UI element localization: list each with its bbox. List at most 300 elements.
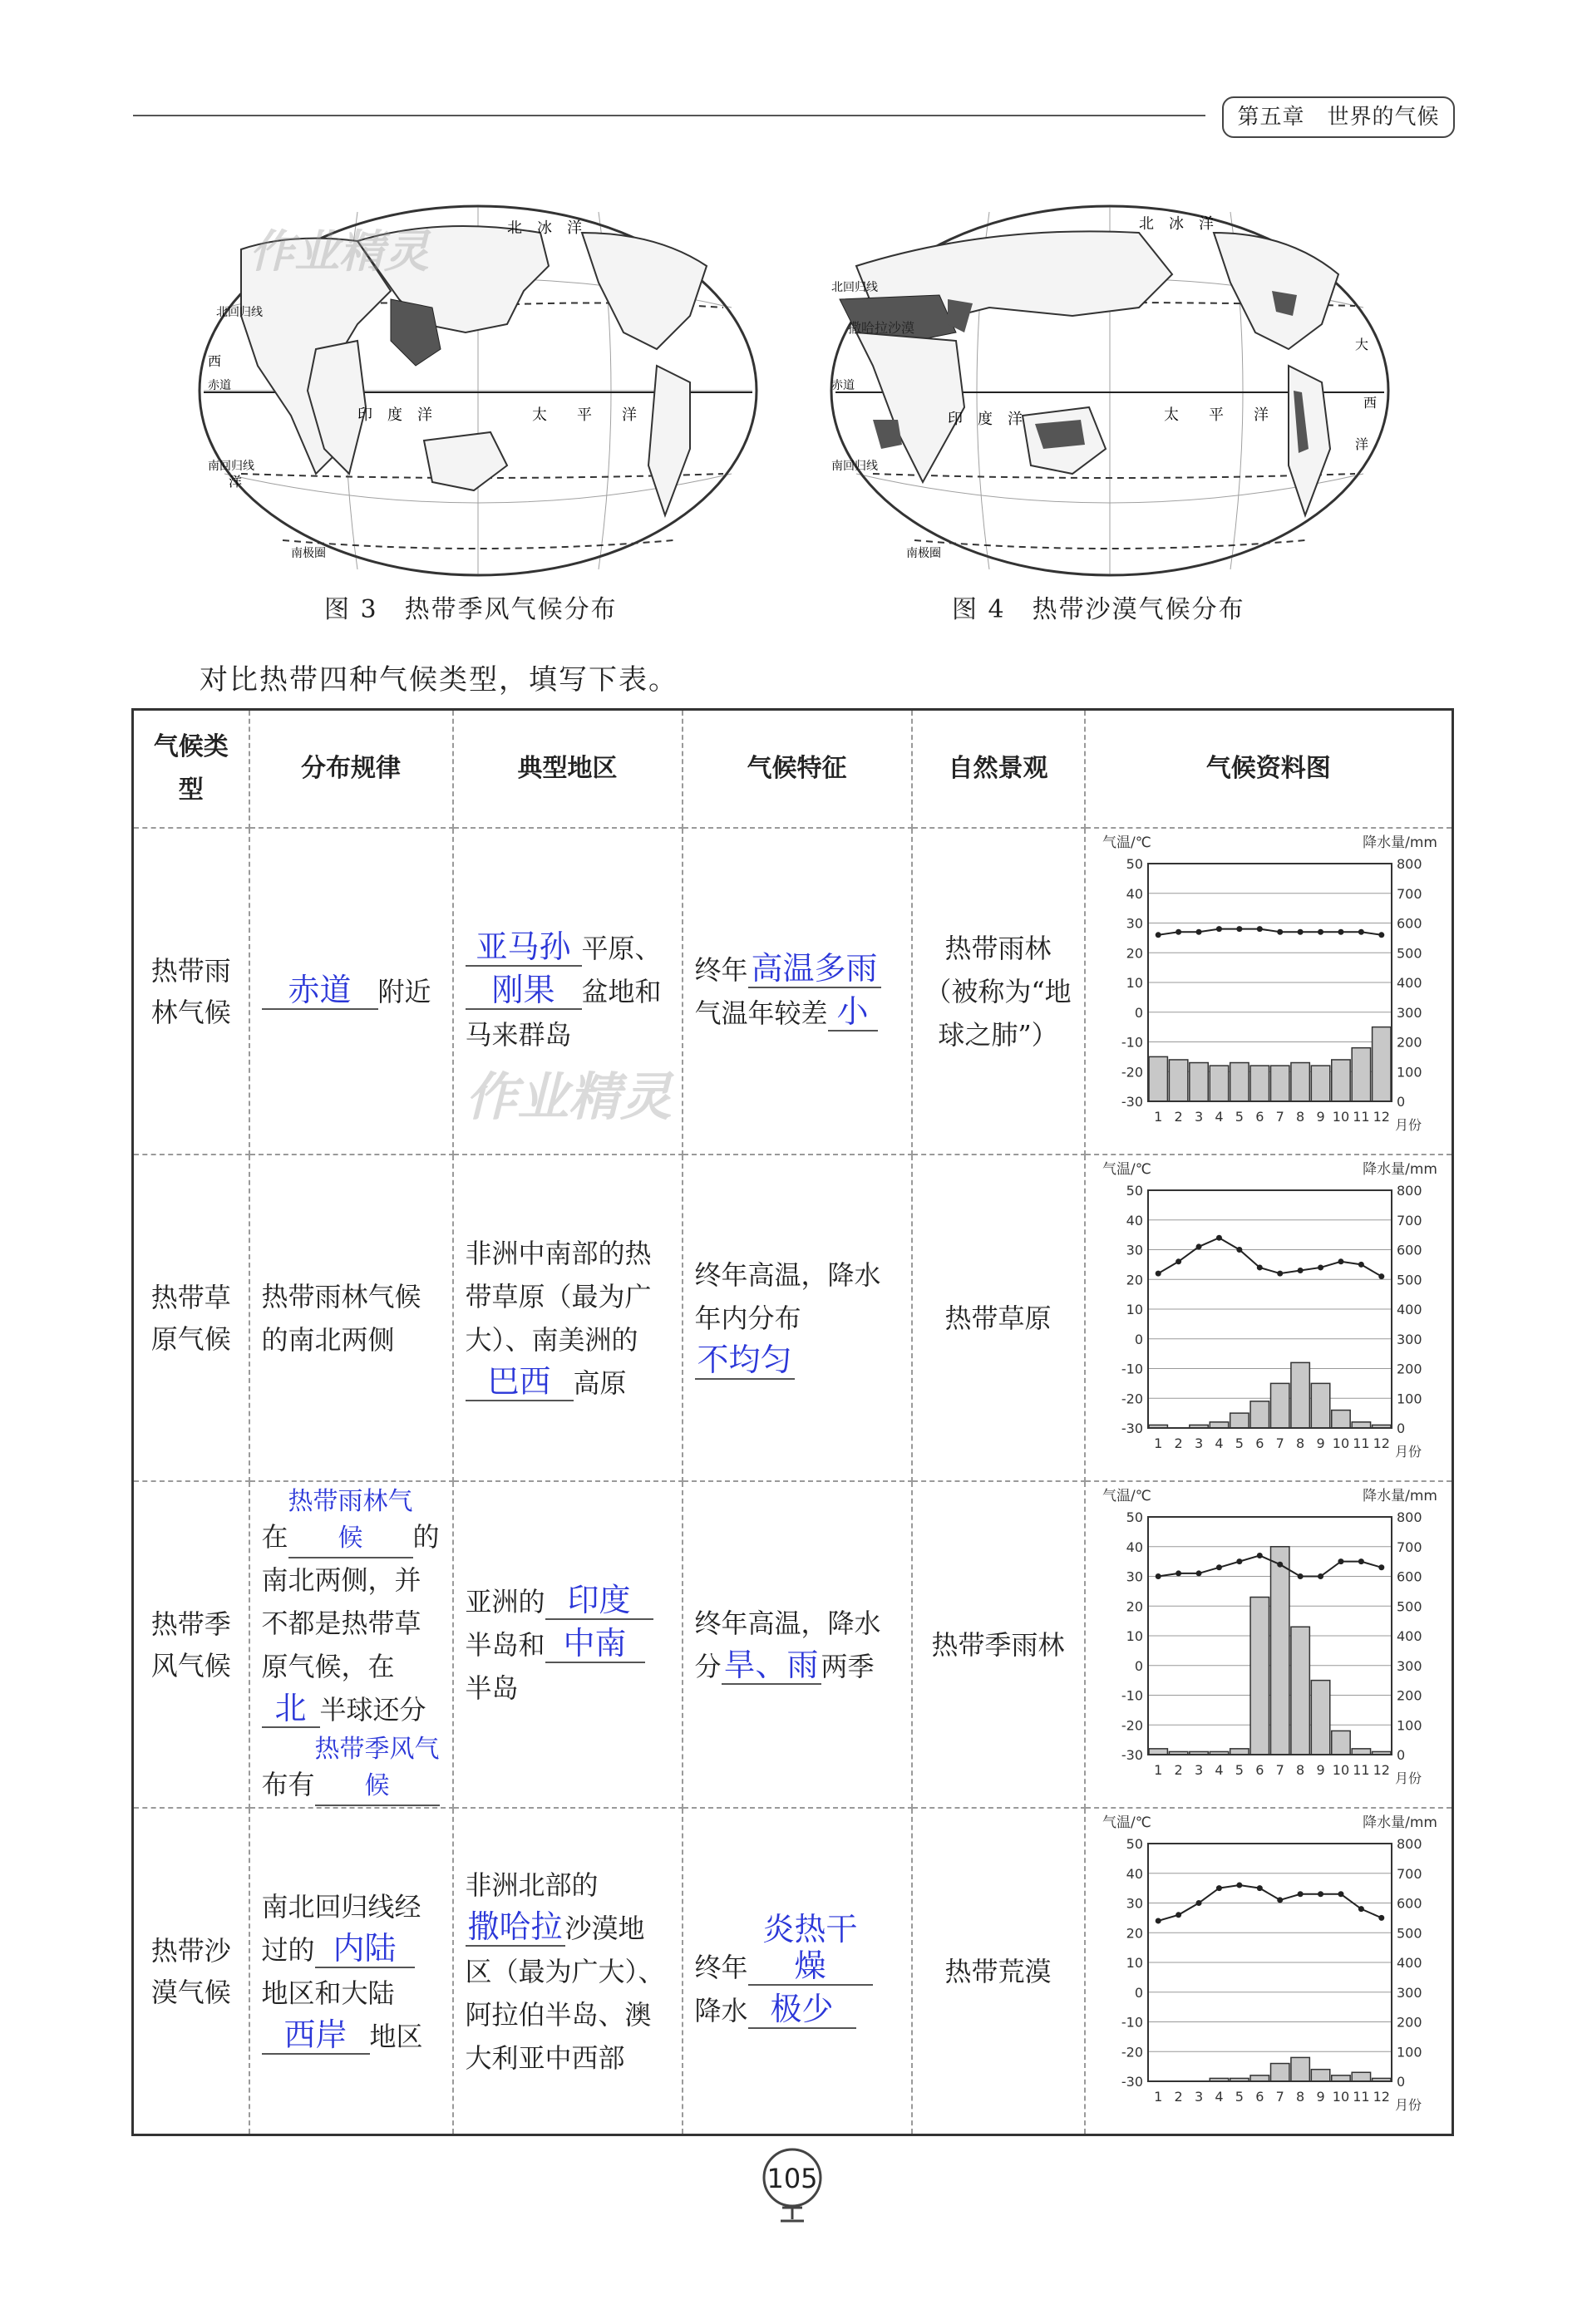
distribution-cell (249, 828, 453, 1155)
precip-axis-title: 降水量/mm (1362, 1488, 1437, 1504)
month-tick-label: 7 (1275, 1109, 1284, 1125)
precip-bar (1270, 1383, 1289, 1428)
temp-point (1318, 1264, 1323, 1270)
month-tick-label: 5 (1235, 1109, 1244, 1125)
precip-tick-label: 600 (1396, 1568, 1422, 1585)
precip-tick-label: 700 (1396, 885, 1422, 902)
month-tick-label: 1 (1153, 1109, 1162, 1125)
cell-text: 终年 (694, 953, 748, 986)
month-tick-label: 11 (1352, 1435, 1370, 1451)
features-cell (683, 1481, 912, 1808)
temp-point (1378, 1273, 1384, 1279)
month-tick-label: 5 (1235, 2089, 1244, 2105)
temp-tick-label: -10 (1121, 1687, 1143, 1704)
month-tick-label: 11 (1352, 2089, 1370, 2105)
watermark: 作业精灵 (466, 1066, 673, 1127)
precip-tick-label: 300 (1396, 1984, 1422, 2001)
temp-point (1297, 1891, 1303, 1897)
precip-bar (1352, 1422, 1370, 1428)
table-row (133, 828, 1453, 1155)
precip-bar (1331, 1731, 1349, 1755)
svg-text:南极圈: 南极圈 (906, 547, 941, 560)
precip-bar (1352, 1749, 1370, 1755)
svg-text:太 平 洋: 太 平 洋 (532, 406, 637, 424)
month-tick-label: 6 (1254, 1109, 1264, 1125)
temp-point (1358, 1558, 1363, 1564)
precip-tick-label: 400 (1396, 975, 1422, 991)
precip-tick-label: 400 (1396, 1628, 1422, 1644)
col-header-features: 气候特征 (683, 710, 912, 829)
month-tick-label: 4 (1214, 2089, 1224, 2105)
temp-tick-label: -20 (1121, 1391, 1143, 1407)
col-header-landscape: 自然景观 (912, 710, 1085, 829)
month-tick-label: 7 (1275, 1762, 1284, 1778)
region-cell (453, 1155, 683, 1481)
precip-axis-title: 降水量/mm (1362, 1814, 1437, 1831)
month-tick-label: 12 (1373, 1435, 1390, 1451)
x-axis-title: 月份 (1394, 1770, 1422, 1786)
precip-bar (1210, 1066, 1228, 1101)
precip-tick-label: 800 (1396, 1183, 1422, 1199)
precip-bar (1372, 1027, 1390, 1101)
precip-tick-label: 500 (1396, 1598, 1422, 1615)
answer-blank[interactable]: 内陆 (315, 1930, 415, 1968)
month-tick-label: 10 (1332, 1435, 1349, 1451)
temp-point (1195, 1570, 1201, 1576)
table-row (133, 1481, 1453, 1808)
svg-text:赤道: 赤道 (831, 379, 855, 392)
chart-cell (1085, 1808, 1453, 2135)
precip-tick-label: 300 (1396, 1657, 1422, 1674)
answer-blank[interactable]: 刚果 (466, 972, 582, 1010)
temp-tick-label: 40 (1126, 1865, 1143, 1882)
temp-point (1195, 929, 1201, 935)
precip-bar (1290, 1362, 1309, 1428)
landscape-cell: 热带草原 (912, 1155, 1085, 1481)
precip-bar (1250, 1598, 1269, 1755)
climate-comparison-table (131, 708, 1454, 2136)
precip-tick-label: 500 (1396, 1925, 1422, 1942)
cell-text: 半岛和 (465, 1628, 545, 1661)
precip-bar (1250, 1066, 1269, 1101)
precip-bar (1270, 2064, 1289, 2081)
answer-blank[interactable]: 巴西 (466, 1363, 574, 1401)
cell-text: 高原 (573, 1366, 627, 1399)
month-tick-label: 6 (1254, 2089, 1264, 2105)
temp-point (1297, 1573, 1303, 1579)
precip-bar (1311, 1383, 1329, 1428)
temp-tick-label: 50 (1126, 1836, 1143, 1852)
precip-bar (1311, 1066, 1329, 1101)
precip-bar (1250, 1401, 1269, 1428)
svg-text:西: 西 (208, 353, 222, 369)
month-tick-label: 7 (1275, 2089, 1284, 2105)
svg-text:撒哈拉沙漠: 撒哈拉沙漠 (848, 320, 915, 336)
temp-axis-title: 气温/℃ (1102, 1488, 1151, 1504)
cell-text: 沙漠地区（最为广大）、阿拉伯半岛、澳大利亚中西部 (465, 1912, 665, 2074)
answer-blank[interactable]: 亚马孙 (466, 928, 582, 967)
temp-tick-label: 10 (1126, 975, 1143, 991)
climate-chart-desert (1086, 1809, 1454, 2121)
temp-point (1195, 1243, 1201, 1249)
svg-text:西: 西 (1363, 395, 1378, 411)
svg-text:北 冰 洋: 北 冰 洋 (1139, 215, 1214, 233)
temp-point (1215, 1885, 1221, 1891)
temp-line (1158, 929, 1382, 935)
month-tick-label: 4 (1214, 1762, 1224, 1778)
month-tick-label: 1 (1153, 1762, 1162, 1778)
distribution-cell (249, 1481, 453, 1808)
precip-tick-label: 800 (1396, 1509, 1422, 1525)
features-cell (683, 1808, 912, 2135)
svg-text:印 度 洋: 印 度 洋 (948, 411, 1023, 428)
temp-point (1176, 929, 1181, 935)
temp-axis-title: 气温/℃ (1102, 1161, 1151, 1178)
answer-blank[interactable]: 撒哈拉 (466, 1908, 565, 1947)
precip-bar (1230, 1413, 1248, 1428)
answer-blank[interactable]: 旱、雨 (722, 1647, 821, 1685)
precip-tick-label: 200 (1396, 1361, 1422, 1377)
region-cell (453, 1808, 683, 2135)
chapter-tag: 第五章 世界的气候 (1222, 96, 1455, 138)
answer-blank[interactable]: 北 (262, 1690, 320, 1728)
page-number-badge (752, 2144, 832, 2224)
x-axis-title: 月份 (1394, 2097, 1422, 2113)
precip-tick-label: 0 (1396, 1094, 1405, 1110)
month-tick-label: 4 (1214, 1109, 1224, 1125)
temp-tick-label: 20 (1126, 1272, 1143, 1288)
precip-tick-label: 800 (1396, 1836, 1422, 1852)
temp-tick-label: -30 (1121, 2074, 1143, 2090)
climate-chart-savanna (1086, 1155, 1454, 1468)
temp-point (1378, 1915, 1384, 1921)
answer-blank[interactable]: 热带雨林气候 (288, 1484, 413, 1558)
temp-tick-label: 50 (1126, 1183, 1143, 1199)
cell-text: 终年高温，降水年内分布 (694, 1258, 881, 1334)
temp-tick-label: 40 (1126, 1539, 1143, 1555)
temp-point (1277, 1271, 1283, 1277)
temp-tick-label: 50 (1126, 856, 1143, 872)
precip-bar (1230, 1749, 1248, 1755)
climate-type: 热带草原气候 (133, 1155, 249, 1481)
temp-tick-label: 40 (1126, 885, 1143, 902)
precip-bar (1331, 1060, 1349, 1101)
month-tick-label: 3 (1194, 2089, 1203, 2105)
month-tick-label: 11 (1352, 1762, 1370, 1778)
temp-point (1176, 1912, 1181, 1918)
month-tick-label: 10 (1332, 1109, 1349, 1125)
svg-text:北回归线: 北回归线 (831, 281, 878, 294)
temp-tick-label: -30 (1121, 1747, 1143, 1763)
temp-point (1236, 1558, 1242, 1564)
distribution-cell: 热带雨林气候的南北两侧 (249, 1155, 453, 1481)
temp-point (1378, 932, 1384, 938)
temp-tick-label: -20 (1121, 1717, 1143, 1734)
precip-tick-label: 400 (1396, 1302, 1422, 1317)
features-cell (683, 1155, 912, 1481)
month-tick-label: 8 (1295, 2089, 1304, 2105)
precip-tick-label: 200 (1396, 1034, 1422, 1051)
temp-tick-label: -20 (1121, 2044, 1143, 2061)
temp-point (1256, 1264, 1262, 1270)
features-cell (683, 828, 912, 1155)
temp-point (1215, 1564, 1221, 1570)
temp-point (1176, 1258, 1181, 1264)
answer-blank[interactable]: 极少 (748, 1991, 856, 2029)
temp-point (1236, 1247, 1242, 1253)
temp-tick-label: 30 (1126, 915, 1143, 932)
col-header-distribution: 分布规律 (249, 710, 453, 829)
cell-text: 半球还分布有 (261, 1693, 426, 1800)
month-tick-label: 2 (1174, 2089, 1183, 2105)
map-caption-left: 图 3 热带季风气候分布 (324, 595, 618, 624)
precip-bar (1149, 1056, 1167, 1101)
precip-bar (1352, 2072, 1370, 2081)
precip-bar (1270, 1547, 1289, 1755)
month-tick-label: 12 (1373, 1762, 1390, 1778)
month-tick-label: 7 (1275, 1435, 1284, 1451)
answer-blank[interactable]: 高温多雨 (748, 950, 881, 988)
answer-blank[interactable]: 西岸 (262, 2016, 370, 2055)
temp-point (1318, 929, 1323, 935)
precip-bar (1311, 1681, 1329, 1755)
precip-bar (1250, 2075, 1269, 2081)
climate-chart-rainforest (1086, 829, 1454, 1141)
svg-text:洋: 洋 (229, 474, 243, 490)
svg-text:印 度 洋: 印 度 洋 (357, 406, 432, 424)
temp-point (1256, 1885, 1262, 1891)
temp-tick-label: -10 (1121, 2014, 1143, 2031)
month-tick-label: 9 (1315, 1762, 1325, 1778)
landscape-cell: 热带雨林（被称为“地球之肺”） (912, 828, 1085, 1155)
precip-tick-label: 0 (1396, 1420, 1405, 1436)
temp-point (1277, 1562, 1283, 1568)
precip-tick-label: 200 (1396, 1687, 1422, 1704)
month-tick-label: 10 (1332, 1762, 1349, 1778)
month-tick-label: 4 (1214, 1435, 1224, 1451)
precip-bar (1270, 1066, 1289, 1101)
temp-point (1215, 926, 1221, 932)
answer-blank[interactable]: 中南 (545, 1625, 645, 1663)
temp-tick-label: 0 (1134, 1331, 1143, 1347)
temp-point (1215, 1235, 1221, 1241)
month-tick-label: 12 (1373, 2089, 1390, 2105)
temp-tick-label: 50 (1126, 1509, 1143, 1525)
tropical-desert-map (823, 199, 1397, 582)
temp-tick-label: 20 (1126, 1598, 1143, 1615)
temp-tick-label: -20 (1121, 1064, 1143, 1081)
temp-point (1256, 926, 1262, 932)
temp-tick-label: 20 (1126, 1925, 1143, 1942)
month-tick-label: 2 (1174, 1109, 1183, 1125)
temp-tick-label: -10 (1121, 1034, 1143, 1051)
instruction-text: 对比热带四种气候类型，填写下表。 (200, 663, 678, 697)
precip-bar (1189, 1063, 1207, 1101)
chart-cell (1085, 1481, 1453, 1808)
month-tick-label: 9 (1315, 1435, 1325, 1451)
climate-type: 热带沙漠气候 (133, 1808, 249, 2135)
month-tick-label: 5 (1235, 1435, 1244, 1451)
svg-text:北 冰 洋: 北 冰 洋 (507, 219, 582, 237)
month-tick-label: 3 (1194, 1109, 1203, 1125)
precip-axis-title: 降水量/mm (1362, 835, 1437, 851)
precip-tick-label: 200 (1396, 2014, 1422, 2031)
temp-point (1338, 929, 1343, 935)
distribution-cell (249, 1808, 453, 2135)
precip-tick-label: 100 (1396, 1064, 1422, 1081)
temp-point (1155, 932, 1161, 938)
month-tick-label: 8 (1295, 1435, 1304, 1451)
x-axis-title: 月份 (1394, 1117, 1422, 1133)
answer-blank[interactable]: 印度 (545, 1582, 653, 1620)
climate-type: 热带季风气候 (133, 1481, 249, 1808)
precip-tick-label: 600 (1396, 1242, 1422, 1258)
answer-blank[interactable]: 小 (828, 993, 878, 1032)
temp-tick-label: 0 (1134, 1004, 1143, 1021)
svg-text:南回归线: 南回归线 (831, 460, 878, 473)
landscape-cell: 热带荒漠 (912, 1808, 1085, 2135)
precip-tick-label: 0 (1396, 1747, 1405, 1763)
month-tick-label: 5 (1235, 1762, 1244, 1778)
temp-point (1338, 1891, 1343, 1897)
precip-tick-label: 500 (1396, 1272, 1422, 1288)
temp-point (1256, 1553, 1262, 1558)
temp-tick-label: -10 (1121, 1361, 1143, 1377)
landscape-cell: 热带季雨林 (912, 1481, 1085, 1808)
temp-point (1195, 1900, 1201, 1906)
temp-point (1297, 929, 1303, 935)
precip-bar (1149, 1749, 1167, 1755)
temp-point (1236, 1883, 1242, 1888)
cell-text: 气温年较差 (694, 997, 828, 1029)
cell-text: 非洲北部的 (465, 1869, 599, 1901)
precip-bar (1311, 2070, 1329, 2081)
temp-line (1158, 1238, 1382, 1276)
watermark: 作业精灵 (249, 225, 429, 278)
month-tick-label: 12 (1373, 1109, 1390, 1125)
header-rule (133, 115, 1205, 116)
temp-point (1358, 1262, 1363, 1268)
svg-text:南回归线: 南回归线 (208, 460, 254, 473)
chart-cell (1085, 828, 1453, 1155)
climate-chart-monsoon (1086, 1482, 1454, 1795)
temp-point (1338, 1258, 1343, 1264)
precip-bar (1331, 2075, 1349, 2081)
temp-tick-label: 30 (1126, 1568, 1143, 1585)
answer-blank[interactable]: 炎热干燥 (748, 1911, 873, 1986)
cell-text: 附近 (377, 975, 431, 1007)
month-tick-label: 8 (1295, 1109, 1304, 1125)
temp-point (1318, 1891, 1323, 1897)
temp-tick-label: 10 (1126, 1955, 1143, 1971)
month-tick-label: 9 (1315, 1109, 1325, 1125)
x-axis-title: 月份 (1394, 1444, 1422, 1460)
cell-text: 终年高温，降水分 (694, 1607, 881, 1682)
climate-type: 热带雨林气候 (133, 828, 249, 1155)
precip-bar (1169, 1060, 1187, 1101)
chart-cell (1085, 1155, 1453, 1481)
precip-bar (1290, 1627, 1309, 1755)
precip-tick-label: 600 (1396, 1895, 1422, 1912)
precip-bar (1352, 1048, 1370, 1101)
precip-tick-label: 700 (1396, 1212, 1422, 1228)
precip-tick-label: 500 (1396, 945, 1422, 962)
precip-tick-label: 300 (1396, 1004, 1422, 1021)
answer-blank[interactable]: 热带季风气候 (315, 1731, 440, 1806)
svg-text:赤道: 赤道 (208, 379, 231, 392)
precip-bar (1230, 1063, 1248, 1101)
temp-line (1158, 1555, 1382, 1576)
temp-tick-label: 10 (1126, 1628, 1143, 1644)
month-tick-label: 1 (1153, 1435, 1162, 1451)
precip-bar (1210, 1422, 1228, 1428)
cell-text: 非洲中南部的热带草原（最为广大）、南美洲的 (465, 1237, 652, 1356)
map-caption-right: 图 4 热带沙漠气候分布 (952, 595, 1245, 624)
svg-text:洋: 洋 (1355, 436, 1369, 452)
temp-point (1358, 929, 1363, 935)
precip-bar (1331, 1411, 1349, 1428)
cell-text: 平原、 (581, 932, 662, 964)
temp-point (1338, 1558, 1343, 1564)
temp-tick-label: 30 (1126, 1242, 1143, 1258)
month-tick-label: 10 (1332, 2089, 1349, 2105)
month-tick-label: 6 (1254, 1762, 1264, 1778)
temp-point (1155, 1918, 1161, 1923)
temp-point (1318, 1573, 1323, 1579)
col-header-type: 气候类型 (133, 710, 249, 829)
precip-tick-label: 300 (1396, 1331, 1422, 1347)
cell-text: 盆地和马来群岛 (465, 975, 662, 1051)
table-row (133, 1808, 1453, 2135)
answer-blank[interactable]: 不均匀 (695, 1342, 795, 1380)
temp-tick-label: 30 (1126, 1895, 1143, 1912)
temp-point (1236, 926, 1242, 932)
region-cell (453, 1481, 683, 1808)
temp-tick-label: 10 (1126, 1302, 1143, 1317)
temp-point (1297, 1268, 1303, 1273)
precip-tick-label: 700 (1396, 1539, 1422, 1555)
temp-tick-label: 0 (1134, 1984, 1143, 2001)
cell-text: 亚洲的 (465, 1585, 545, 1617)
cell-text: 南北回归线经过的 (261, 1890, 421, 1966)
month-tick-label: 3 (1194, 1435, 1203, 1451)
precip-axis-title: 降水量/mm (1362, 1161, 1437, 1178)
precip-tick-label: 400 (1396, 1955, 1422, 1971)
month-tick-label: 11 (1352, 1109, 1370, 1125)
month-tick-label: 8 (1295, 1762, 1304, 1778)
svg-text:南极圈: 南极圈 (291, 547, 326, 560)
month-tick-label: 9 (1315, 2089, 1325, 2105)
table-row (133, 1155, 1453, 1481)
table-header-row (133, 710, 1453, 829)
cell-text: 终年 (694, 1951, 748, 1983)
precip-tick-label: 700 (1396, 1865, 1422, 1882)
answer-blank[interactable]: 赤道 (262, 972, 378, 1010)
temp-point (1176, 1570, 1181, 1576)
cell-text: 半岛 (465, 1672, 519, 1704)
month-tick-label: 6 (1254, 1435, 1264, 1451)
temp-point (1378, 1564, 1384, 1570)
temp-point (1155, 1271, 1161, 1277)
month-tick-label: 2 (1174, 1762, 1183, 1778)
month-tick-label: 1 (1153, 2089, 1162, 2105)
month-tick-label: 3 (1194, 1762, 1203, 1778)
cell-text: 在 (261, 1520, 288, 1553)
precip-tick-label: 800 (1396, 856, 1422, 872)
cell-text: 降水 (694, 1994, 748, 2026)
precip-tick-label: 100 (1396, 2044, 1422, 2061)
temp-tick-label: 0 (1134, 1657, 1143, 1674)
